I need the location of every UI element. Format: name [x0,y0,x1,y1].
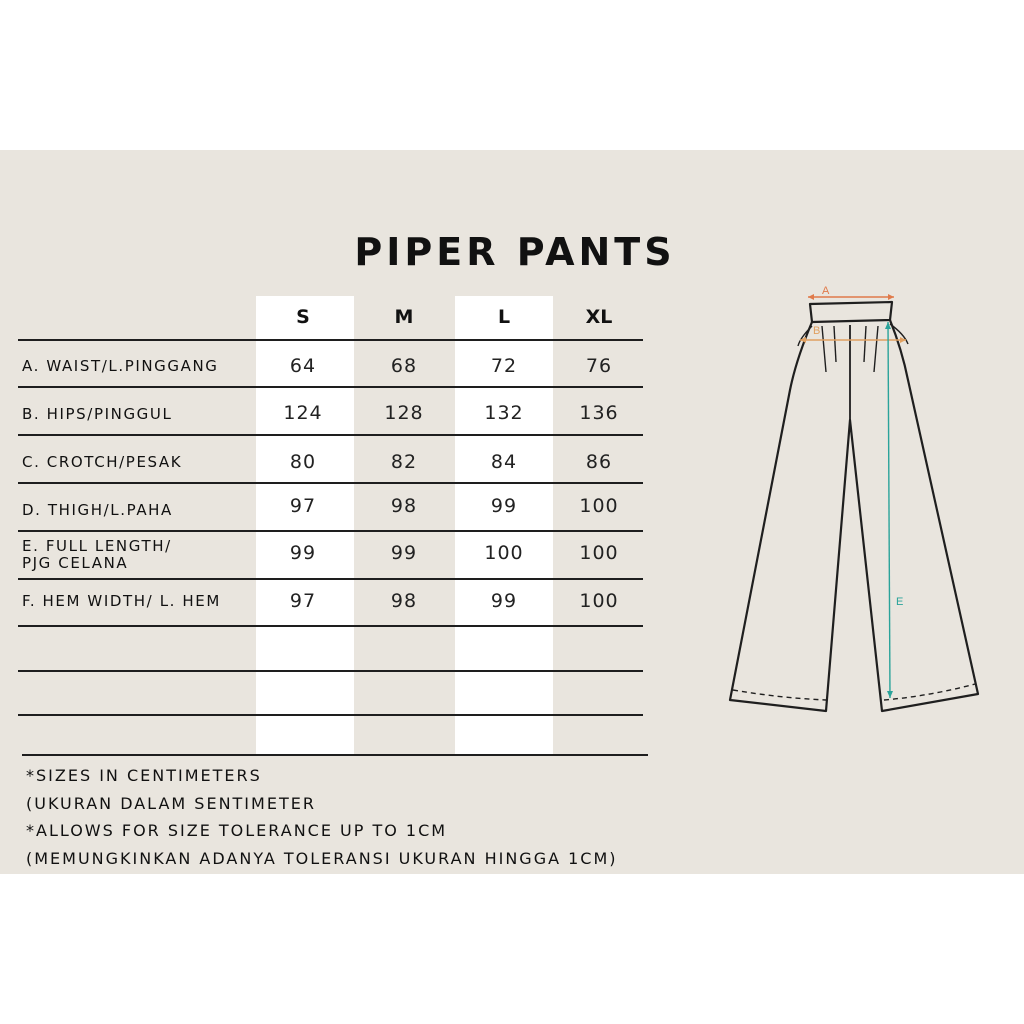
cell-crotch-xl: 86 [585,451,613,473]
table-rule [18,578,643,580]
table-rule [18,714,643,716]
measure-e-label: E [896,596,904,608]
cell-hips-m: 128 [384,402,424,424]
cell-hem-xl: 100 [579,590,619,612]
measure-e-arrow-bottom [887,691,893,698]
note-toleransi: (MEMUNGKINKAN ADANYA TOLERANSI UKURAN HINGGA 1CM) [26,849,618,868]
measure-a-label: A [822,285,830,297]
row-label-full-length-line2: PJG CELANA [22,554,129,572]
cell-length-xl: 100 [579,542,619,564]
table-rule [18,670,643,672]
cell-length-s: 99 [289,542,317,564]
cell-thigh-xl: 100 [579,495,619,517]
size-header-xl: XL [585,306,613,328]
table-rule [18,530,643,532]
cell-thigh-m: 98 [390,495,418,517]
row-label-full-length: E. FULL LENGTH/ [22,537,172,555]
cell-hips-s: 124 [283,402,323,424]
cell-waist-m: 68 [390,355,418,377]
pants-outline [730,320,978,711]
cell-length-l: 100 [484,542,524,564]
size-header-s: S [296,306,310,328]
row-label-waist: A. WAIST/L.PINGGANG [22,357,219,375]
measure-a-arrow-left [808,294,814,300]
left-pocket [798,326,812,346]
table-rule [18,434,643,436]
pants-diagram [720,278,988,724]
cell-waist-l: 72 [490,355,518,377]
cell-hem-s: 97 [289,590,317,612]
row-label-thigh: D. THIGH/L.PAHA [22,501,173,519]
cell-thigh-l: 99 [490,495,518,517]
cell-waist-s: 64 [289,355,317,377]
waistband-outline [810,302,892,322]
cell-crotch-l: 84 [490,451,518,473]
pleat [822,326,826,372]
cell-crotch-m: 82 [390,451,418,473]
measure-e [885,322,903,698]
pleat [874,326,878,372]
pleat [834,326,836,362]
row-label-hips: B. HIPS/PINGGUL [22,405,173,423]
table-rule [18,339,643,341]
cell-waist-xl: 76 [585,355,613,377]
pleat [864,326,866,362]
table-rule [18,625,643,627]
measure-e-line [888,322,890,698]
cell-hem-l: 99 [490,590,518,612]
size-header-m: M [394,306,414,328]
size-header-l: L [497,306,511,328]
table-rule [22,754,648,756]
note-tolerance: *ALLOWS FOR SIZE TOLERANCE UP TO 1CM [26,821,448,840]
row-label-hem-width: F. HEM WIDTH/ L. HEM [22,592,221,610]
left-hem-stitch [733,690,826,700]
cell-thigh-s: 97 [289,495,317,517]
row-label-crotch: C. CROTCH/PESAK [22,453,183,471]
measure-a-arrow-right [888,294,894,300]
cell-hem-m: 98 [390,590,418,612]
measure-b-label: B [813,325,821,337]
cell-hips-xl: 136 [579,402,619,424]
table-rule [18,386,643,388]
table-rule [18,482,643,484]
cell-length-m: 99 [390,542,418,564]
measure-a [808,285,894,300]
cell-hips-l: 132 [484,402,524,424]
cell-crotch-s: 80 [289,451,317,473]
note-sizes-cm: *SIZES IN CENTIMETERS [26,766,262,785]
page-title: PIPER PANTS [354,230,676,274]
note-ukuran: (UKURAN DALAM SENTIMETER [26,794,316,813]
